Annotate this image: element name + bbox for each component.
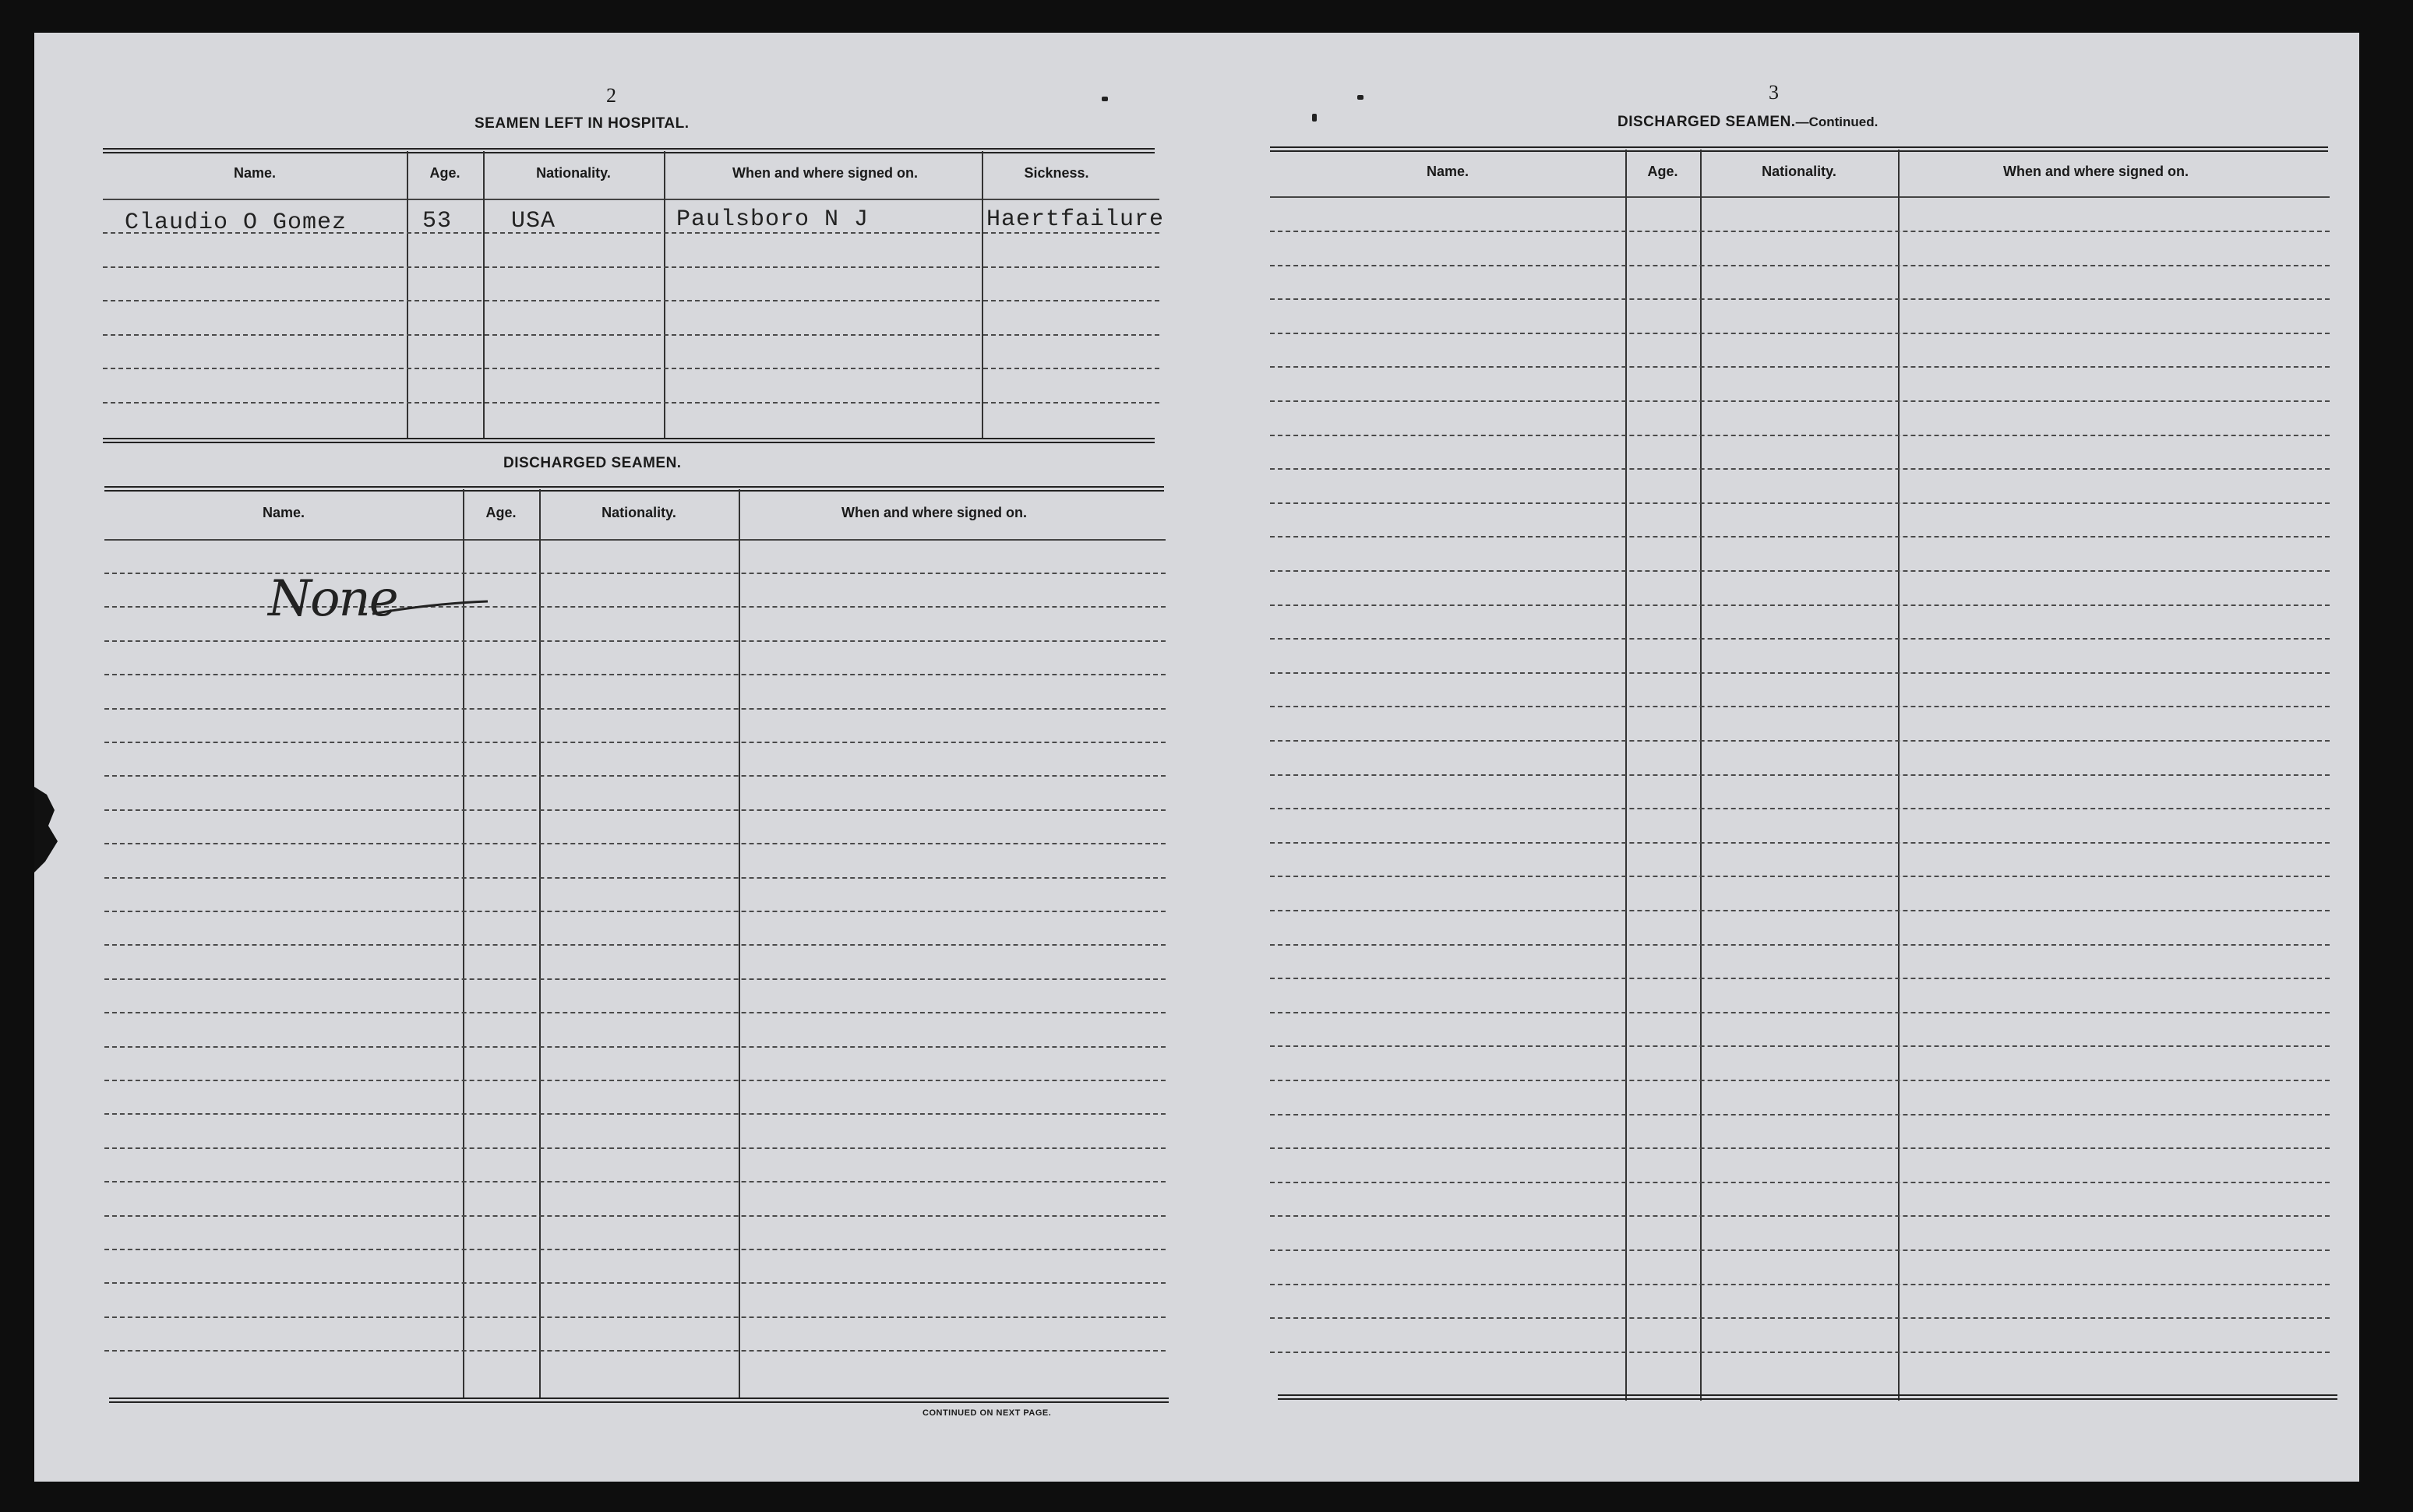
ruled-row-line [1270,536,2330,537]
hospital-vline-4 [982,151,983,439]
ruled-row-line [1270,570,2330,572]
ruled-row-line [1270,1284,2330,1285]
hospital-vline-1 [407,151,408,439]
hospital-row-line [103,368,1159,369]
ruled-row-line [1270,435,2330,436]
discharged-col-signed-on: When and where signed on. [841,505,1028,520]
ruled-row-line [104,1215,1166,1217]
ruled-row-line [104,1147,1166,1149]
ruled-row-line [1270,944,2330,946]
hospital-table-bottom-rule [103,438,1155,443]
hospital-col-sickness: Sickness. [1024,165,1089,181]
document-sheet [34,33,2359,1482]
discharged-table-top-rule [104,486,1164,492]
ruled-row-line [104,1316,1166,1318]
ruled-row-line [104,742,1166,743]
ruled-row-line [1270,808,2330,809]
discharged-continued-title-main: DISCHARGED SEAMEN. [1617,114,1796,130]
ruled-row-line [1270,910,2330,911]
discharged-col-name: Name. [262,505,305,520]
continued-note: CONTINUED ON NEXT PAGE. [923,1408,1052,1418]
right-col-age: Age. [1647,164,1678,179]
left-page-number: 2 [606,84,616,107]
ruled-row-line [104,809,1166,811]
hospital-section-title: SEAMEN LEFT IN HOSPITAL. [474,115,690,132]
ruled-row-line [104,775,1166,777]
ruled-row-line [104,1012,1166,1013]
ruled-row-line [1270,468,2330,470]
right-header-rule [1270,196,2330,198]
right-table-top-rule [1270,146,2328,152]
discharged-handwritten-entry: None [268,570,397,628]
hospital-entry-name: Claudio O Gomez [125,210,347,236]
hospital-row-line [103,402,1159,404]
hospital-row-line [103,334,1159,336]
ruled-row-line [104,978,1166,980]
right-page-number: 3 [1769,81,1779,104]
discharged-continued-title [1617,114,1878,131]
ruled-row-line [1270,366,2330,368]
hospital-col-nationality: Nationality. [536,165,611,181]
scan-speck [1312,114,1317,122]
right-col-nationality: Nationality. [1762,164,1836,179]
hospital-entry-sickness: Haertfailure [986,206,1165,233]
ruled-row-line [1270,1317,2330,1319]
discharged-header-rule [104,539,1166,541]
ruled-row-line [1270,876,2330,877]
ruled-row-line [1270,1215,2330,1217]
ruled-row-line [1270,1012,2330,1013]
ruled-row-line [1270,265,2330,266]
ruled-row-line [104,606,1166,608]
hospital-table-top-rule [103,148,1155,153]
ruled-row-line [104,1282,1166,1284]
hospital-entry-signed-on: Paulsboro N J [676,206,870,233]
scan-edge-artifact [31,787,62,872]
ruled-row-line [104,877,1166,879]
ruled-row-line [1270,1352,2330,1353]
ruled-row-line [1270,842,2330,844]
discharged-section-title: DISCHARGED SEAMEN. [503,455,682,471]
ruled-row-line [1270,604,2330,606]
ruled-row-line [1270,502,2330,504]
ruled-row-line [104,1046,1166,1048]
ruled-row-line [1270,298,2330,300]
ruled-row-line [104,944,1166,946]
ruled-row-line [1270,231,2330,232]
hospital-col-name: Name. [233,165,277,181]
right-col-name: Name. [1426,164,1469,179]
scan-speck [1357,95,1363,100]
right-col-signed-on: When and where signed on. [2002,164,2189,179]
scan-speck [1102,97,1108,101]
hospital-vline-2 [483,151,485,439]
ruled-row-line [1270,774,2330,776]
hospital-header-rule [103,199,1159,200]
hospital-col-signed-on: When and where signed on. [732,165,919,181]
discharged-col-age: Age. [485,505,517,520]
hospital-entry-age: 53 [422,208,453,234]
ruled-row-line [104,708,1166,710]
ruled-row-line [1270,740,2330,742]
ruled-row-line [1270,1147,2330,1149]
ruled-row-line [1270,1080,2330,1081]
ruled-row-line [104,640,1166,642]
ruled-row-line [1270,1249,2330,1251]
ruled-row-line [1270,1182,2330,1183]
ruled-row-line [1270,638,2330,640]
ruled-row-line [1270,1045,2330,1047]
ruled-row-line [1270,672,2330,674]
ruled-row-line [104,843,1166,844]
hospital-vline-3 [664,151,665,439]
ruled-row-line [1270,706,2330,707]
ruled-row-line [104,1249,1166,1250]
ruled-row-line [104,674,1166,675]
ruled-row-line [104,1181,1166,1182]
ruled-row-line [1270,400,2330,402]
ruled-row-line [1270,333,2330,334]
hospital-col-age: Age. [429,165,460,181]
right-table-bottom-rule [1278,1394,2337,1400]
discharged-continued-title-suffix: —Continued. [1795,115,1879,129]
ruled-row-line [1270,978,2330,979]
ruled-row-line [104,911,1166,912]
handwriting-flourish [369,592,494,623]
hospital-row-line [103,266,1159,268]
hospital-row-line [103,300,1159,301]
discharged-table-bottom-rule [109,1397,1169,1403]
ruled-row-line [104,573,1166,574]
discharged-col-nationality: Nationality. [601,505,676,520]
ruled-row-line [104,1350,1166,1352]
hospital-entry-nationality: USA [511,208,556,234]
ruled-row-line [1270,1114,2330,1115]
ruled-row-line [104,1113,1166,1115]
ruled-row-line [104,1080,1166,1081]
